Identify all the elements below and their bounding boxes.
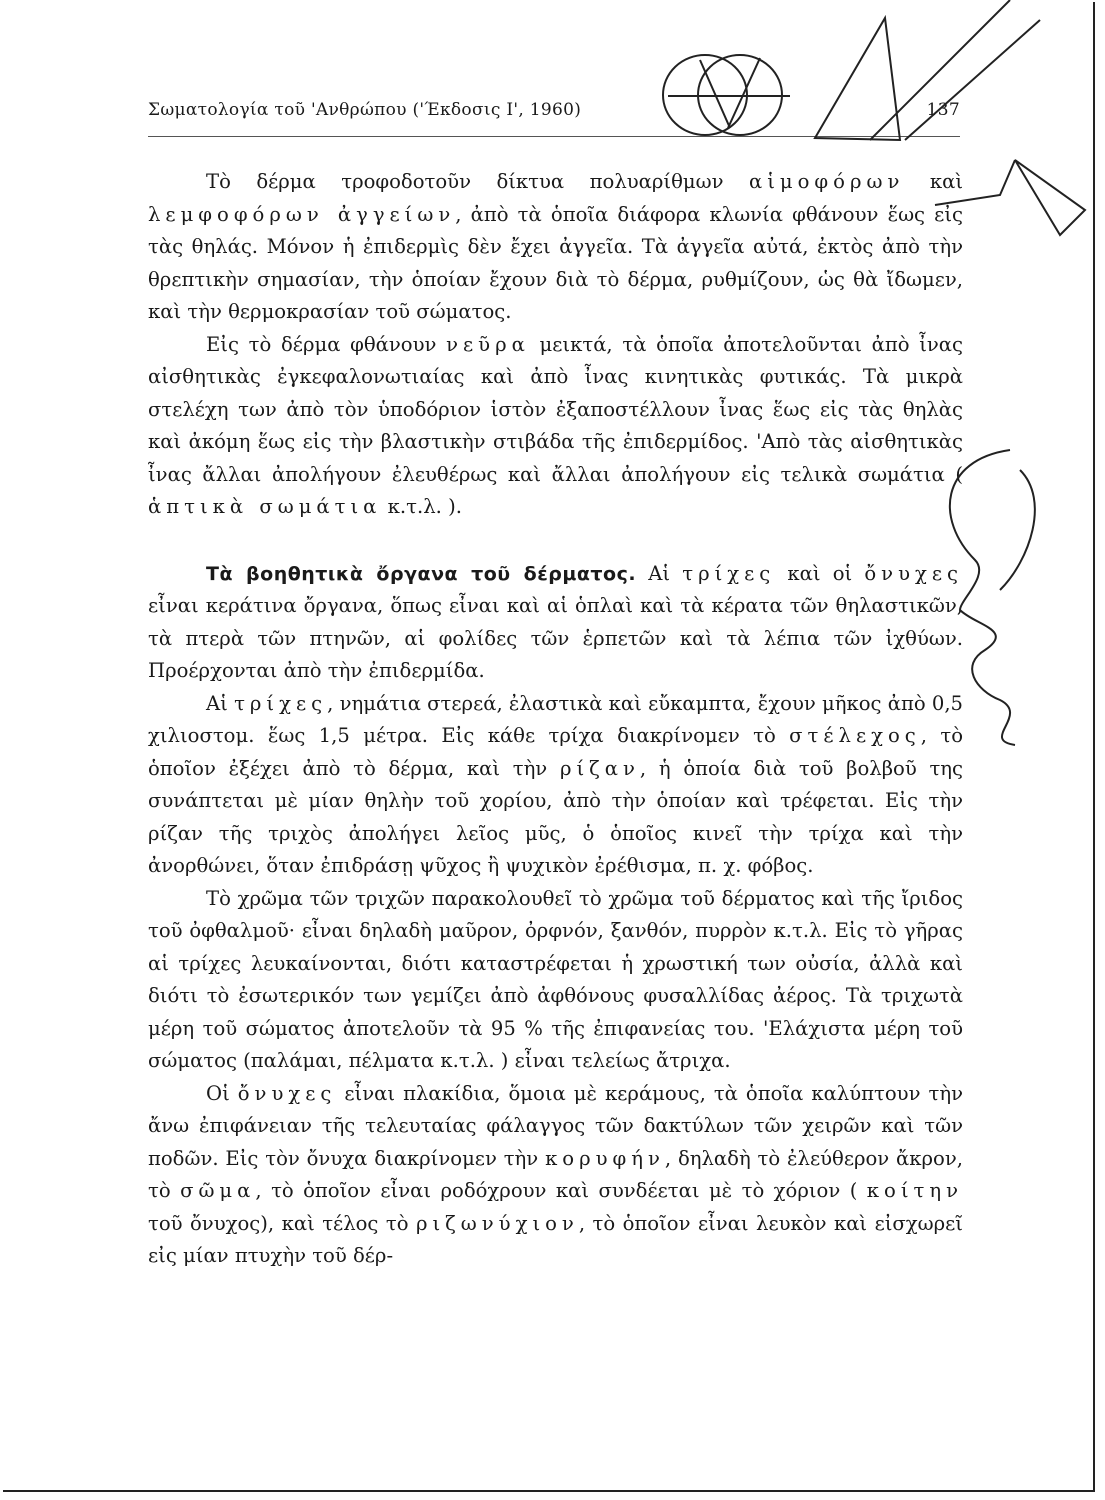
spaced-term: κοίτην [866,1179,963,1202]
text-run: καὶ [904,170,963,193]
text-run: Αἱ [206,691,235,715]
paragraph-3 [148,558,963,688]
text-run: , τὸ ὁποῖον ἐξέχει ἀπὸ τὸ δέρμα, καὶ τὴν [148,724,964,780]
text-run: , ἀπὸ τὰ ὁποῖα διάφορα κλωνία φθάνουν ἕως εἰς τὰς θηλάς. Μόνον ἡ ἐπιδερμὶς δὲν ἔχει ἀγγεῖα. Τὰ ἀγγεῖα αὐτά, ἐκτὸς ἀπὸ τὴν θρεπτικὴν σημασίαν, τὴν ὁποίαν ἔχουν διὰ τὸ δέρμα, ρυθμίζουν, ὡς θὰ ἴδωμεν, καὶ τὴν θερμοκρασίαν τοῦ σώματος. [148,202,963,323]
spaced-term: ρίζαν [559,756,640,780]
text-run: Οἱ [206,1081,238,1105]
text-run: , δηλαδὴ τὸ ἐλεύθερον ἄκρον, τὸ [148,1146,963,1202]
spaced-term: λεμφοφόρων ἀγγείων [148,202,456,226]
section-heading: Τὰ βοηθητικὰ ὄργανα τοῦ δέρματος. [206,562,637,585]
text-run: , τὸ ὁποῖον εἶναι λευκὸν καὶ εἰσχωρεῖ εἰς μίαν πτυχὴν τοῦ δέρ- [148,1211,963,1267]
page-number: 137 [926,100,960,120]
text-run: καὶ οἱ [775,561,865,585]
text-run: , νημάτια στερεά, ἐλαστικὰ καὶ εὔκαμπτα, ἔχουν μῆκος ἀπὸ 0,5 χιλιοστομ. ἕως 1,5 μέτρα. Εἰς κάθε τρίχα διακρίνομεν τὸ [148,691,964,747]
body-text [148,166,963,1273]
spaced-term: αἱμοφόρων [748,170,905,193]
spaced-term: στέλεχος [789,724,921,747]
spaced-term: σῶμα [180,1179,256,1202]
header-rule [148,136,960,137]
text-run: Εἰς τὸ δέρμα φθάνουν [206,332,447,356]
spaced-term: ἁπτικὰ σωμάτια [148,495,382,518]
spaced-term: τρίχες [234,691,328,715]
paragraph-1 [148,166,963,329]
text-run: Τὸ χρῶμα τῶν τριχῶν παρακολουθεῖ τὸ χρῶμα τοῦ δέρματος καὶ τῆς ἴριδος τοῦ ὀφθαλμοῦ· εἶναι δηλαδὴ μαῦρον, ὀρφνόν, ξανθόν, πυρρὸν κ.τ.λ. Εἰς τὸ γῆρας αἱ τρίχες λευκαίνονται, διότι καταστρέφεται ἡ χρωστική των οὐσία, ἀλλὰ καὶ διότι τὸ ἐσωτερικόν των γεμίζει ἀπὸ ἀφθόνους φυσαλλίδας ἀέρος. Τὰ τριχωτὰ μέρη τοῦ σώματος ἀποτελοῦν τὰ 95 % τῆς ἐπιφανείας του. 'Ελάχιστα μέρη τοῦ σώματος (παλάμαι, πέλματα κ.τ.λ. ) εἶναι τελείως ἄτριχα. [148,886,963,1072]
text-run: Αἱ [636,561,683,585]
text-run: τοῦ ὄνυχος), καὶ τέλος τὸ [148,1211,416,1235]
running-head [148,100,960,120]
paragraph-6 [148,1078,963,1273]
spaced-term: ὄνυχες [237,1081,337,1105]
paragraph-2 [148,329,963,524]
text-run: μεικτά, τὰ ὁποῖα ἀποτελοῦνται ἀπὸ ἶνας αἰσθητικὰς ἐγκεφαλονωτιαίας καὶ ἀπὸ ἶνας κινητικὰς φυτικάς. Τὰ μικρὰ στελέχη των ἀπὸ τὸν ὑποδόριον ἱστὸν ἐξαποστέλλουν ἶνας ἕως εἰς τὰς θηλὰς καὶ ἀκόμη ἕως εἰς τὴν βλαστικὴν στιβάδα τῆς ἐπιδερμίδος. 'Απὸ τὰς αἰσθητικὰς ἶνας ἄλλαι ἀπολήγουν ἐλευθέρως καὶ ἄλλαι ἀπολήγουν εἰς τελικὰ σωμάτια ( [148,332,963,486]
spaced-term: νεῦρα [446,332,530,356]
spaced-term: τρίχες [682,561,776,585]
text-run: εἶναι πλακίδια, ὅμοια μὲ κεράμους, τὰ ὁποῖα καλύπτουν τὴν ἄνω ἐπιφάνειαν τῆς τελευταίας φάλαγγος τῶν δακτύλων τῶν χειρῶν καὶ τῶν ποδῶν. Εἰς τὸν ὄνυχα διακρίνομεν τὴν [148,1081,963,1170]
spaced-term: ὄνυχες [864,561,964,585]
text-run: κ.τ.λ. ). [381,495,462,518]
text-run: Τὸ δέρμα τροφοδοτοῦν δίκτυα πολυαρίθμων [206,170,749,193]
text-run: , τὸ ὁποῖον εἶναι ροδόχρουν καὶ συνδέεται μὲ τὸ χόριον ( [255,1179,867,1202]
text-run: , ἡ ὁποία διὰ τοῦ βολβοῦ της συνάπτεται μὲ μίαν θηλὴν τοῦ χορίου, ἀπὸ τὴν ὁποίαν καὶ τρέφεται. Εἰς τὴν ρίζαν τῆς τριχὸς ἀπολήγει λεῖος μῦς, ὁ ὁποῖος κινεῖ τὴν τρίχα καὶ τὴν ἀνορθώνει, ὅταν ἐπιδράσῃ ψῦχος ἢ ψυχικὸν ἐρέθισμα, π. χ. φόβος. [148,756,964,877]
running-head-title: Σωματολογία τοῦ 'Ανθρώπου ('Έκδοσις Ι', 1960) [148,100,582,120]
text-run: εἶναι κεράτινα ὄργανα, ὅπως εἶναι καὶ αἱ ὁπλαὶ καὶ τὰ κέρατα τῶν θηλαστικῶν, τὰ πτερὰ τῶν πτηνῶν, αἱ φολίδες τῶν ἑρπετῶν καὶ τὰ λέπια τῶν ἰχθύων. Προέρχονται ἀπὸ τὴν ἐπιδερμίδα. [148,594,963,682]
paragraph-5 [148,883,963,1078]
spaced-term: κορυφήν [545,1146,665,1170]
paragraph-4 [148,688,963,883]
spaced-term: ριζωνύχιον [415,1211,579,1235]
